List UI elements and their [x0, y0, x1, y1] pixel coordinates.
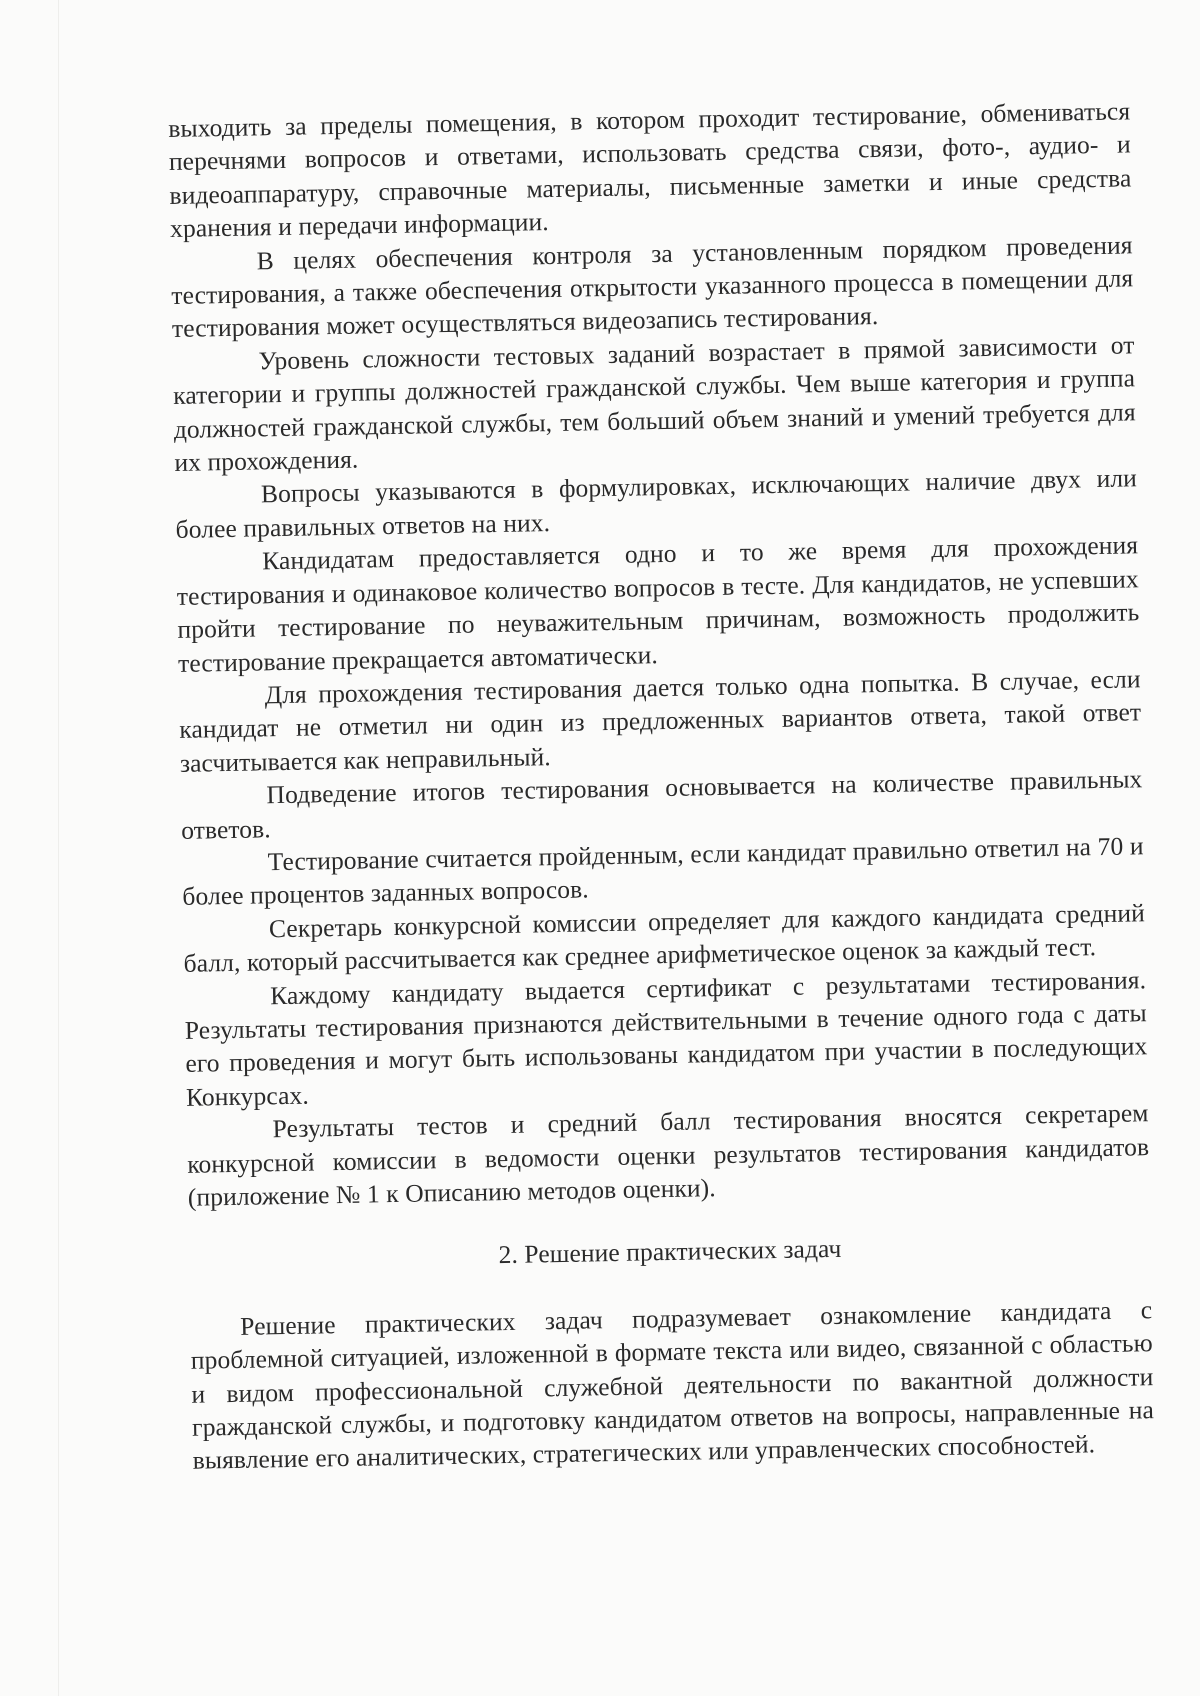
paragraph-prohibitions: выходить за пределы помещения, в котором проходит тестирование, обмениваться перечнями вопросов и ответами, использовать средства связи, фото-, аудио- и видеоаппаратуру, справочные материалы, письменные заметки и иные средства хранения и передачи информации.	[168, 96, 1132, 244]
paragraph-difficulty-level: Уровень сложности тестовых заданий возрастает в прямой зависимости от категории и группы должностей гражданской службы. Чем выше категория и группа должностей гражданской службы, тем больший объем знаний и умений требуется для их прохождения.	[172, 330, 1136, 478]
scan-edge-line	[58, 0, 59, 1696]
paragraph-pass-threshold: Тестирование считается пройденным, если кандидат правильно ответил на 70 и более процентов заданных вопросов.	[182, 831, 1144, 912]
paragraph-single-attempt: Для прохождения тестирования дается только одна попытка. В случае, если кандидат не отметил ни один из предложенных вариантов ответа, такой ответ засчитывается как неправильный.	[179, 664, 1142, 778]
paragraph-average-score: Секретарь конкурсной комиссии определяет для каждого кандидата средний балл, который рассчитывается как среднее арифметическое оценок за каждый тест.	[183, 897, 1146, 979]
paragraph-equal-time: Кандидатам предоставляется одно и то же время для прохождения тестирования и одинаковое количество вопросов в тесте. Для кандидатов, не успевших пройти тестирование по неуважительным причинам, возможность продолжить тестирование прекращается автоматически.	[176, 530, 1140, 678]
paragraph-results-record: Результаты тестов и средний балл тестирования вносятся секретарем конкурсной комиссии в ведомости оценки результатов тестирования кандидатов (приложение № 1 к Описанию методов оценки).	[187, 1098, 1150, 1212]
section-title-practical-tasks: 2. Решение практических задач	[498, 1234, 842, 1270]
paragraph-certificate: Каждому кандидату выдается сертификат с результатами тестирования. Результаты тестирования признаются действительными в течение одного года с даты его проведения и могут быть использованы кандидатом при участии в последующих Конкурсах.	[184, 964, 1148, 1112]
paragraph-video-recording: В целях обеспечения контроля за установленным порядком проведения тестирования, а также обеспечения открытости указанного процесса в помещении для тестирования может осуществляться видеозапись тестирования.	[171, 229, 1134, 344]
paragraph-practical-tasks: Решение практических задач подразумевает ознакомление кандидата с проблемной ситуацией, изложенной в формате текста или видео, связанной с областью и видом профессиональной служебной деятельности по вакантной должности гражданской службы, и подготовку кандидатом ответов на вопросы, направленные на выявление его аналитических, стратегических или управленческих способностей.	[190, 1294, 1155, 1476]
paragraph-question-wording: Вопросы указываются в формулировках, исключающих наличие двух или более правильных ответов на них.	[175, 463, 1138, 544]
paragraph-results-summary: Подведение итогов тестирования основывается на количестве правильных ответов.	[180, 764, 1143, 845]
document-body	[168, 94, 1155, 1477]
